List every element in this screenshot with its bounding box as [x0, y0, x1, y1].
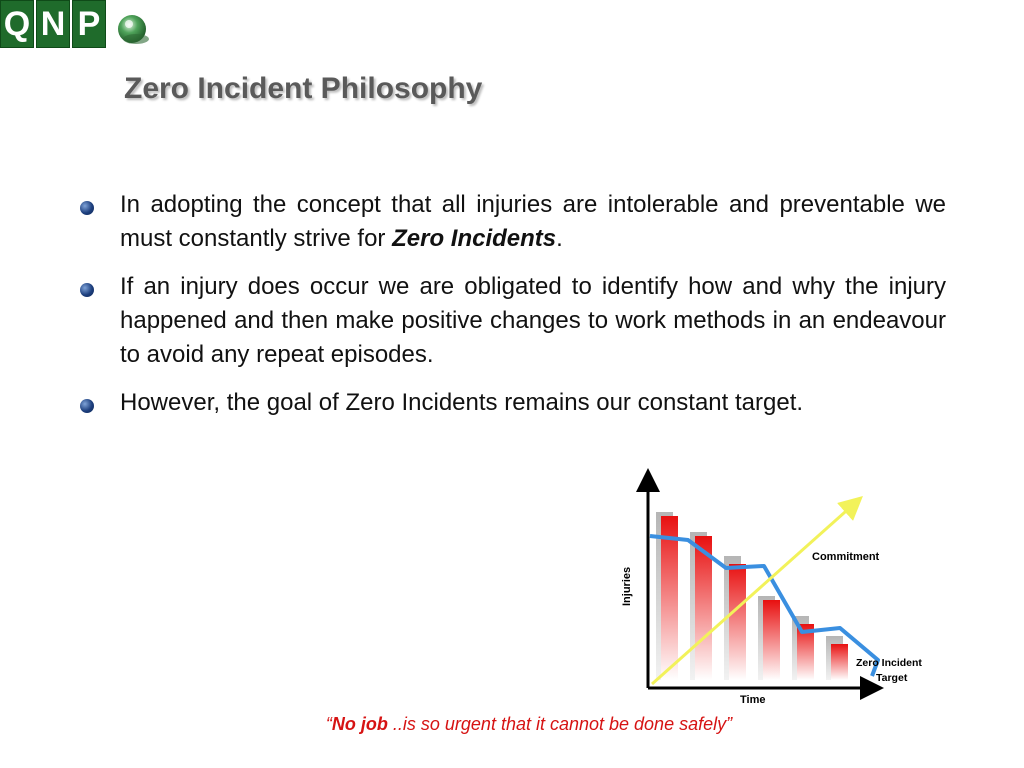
commitment-label: Commitment — [812, 551, 880, 563]
bullet-item — [80, 270, 946, 372]
bullet-text-end: . — [556, 225, 563, 252]
commitment-arrow — [652, 504, 854, 684]
y-axis-label: Injuries — [621, 566, 633, 606]
qnp-logo — [0, 0, 108, 48]
bullet-text: If an injury does occur we are obligated to identify how and why the injury happened and then make positive changes to work methods in an endeavour to avoid any repeat episodes. — [120, 273, 946, 368]
logo-letter: Q — [0, 0, 34, 48]
bullet-item — [80, 188, 946, 256]
injury-trend-chart — [610, 466, 940, 716]
x-axis-label: Time — [740, 694, 766, 706]
bullet-emphasis: Zero Incidents — [392, 225, 557, 252]
globe-icon — [116, 12, 150, 46]
injury-bar — [729, 564, 746, 680]
target-label-line2: Target — [876, 672, 908, 684]
quote-open: “ — [325, 714, 332, 734]
injury-bar — [831, 644, 848, 680]
bullet-text: In adopting the concept that all injuries are intolerable and preventable we must constantly strive for — [120, 191, 946, 252]
bullet-text: However, the goal of Zero Incidents remains our constant target. — [120, 389, 804, 416]
bullet-item — [80, 386, 946, 420]
logo-letter: N — [36, 0, 70, 48]
quote-emphasis: No job — [331, 714, 388, 734]
logo-letter: P — [72, 0, 106, 48]
bullet-icon — [80, 283, 94, 297]
target-label-line1: Zero Incident — [856, 657, 922, 669]
page-title: Zero Incident Philosophy — [124, 72, 483, 105]
bullet-icon — [80, 201, 94, 215]
quote-text: ..is so urgent that it cannot be done safely” — [387, 714, 733, 734]
injury-bar — [763, 600, 780, 680]
bullet-icon — [80, 399, 94, 413]
bullet-list — [80, 188, 946, 434]
safety-quote — [0, 714, 1024, 735]
